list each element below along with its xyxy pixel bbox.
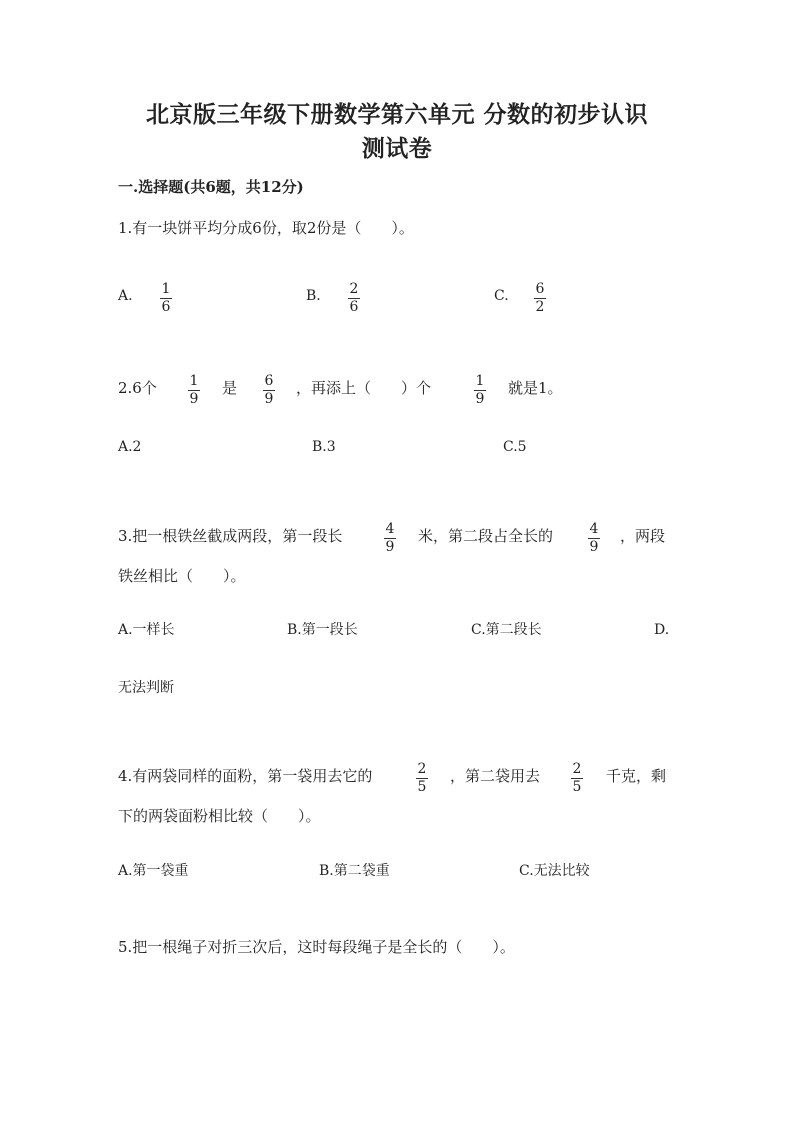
q3-option-c: C.第二段长 [471, 622, 542, 638]
q3-fraction-1 [378, 522, 402, 555]
denominator: 9 [264, 391, 274, 407]
denominator: 5 [572, 779, 582, 795]
numerator: 6 [535, 281, 545, 297]
q4-text-part3: 千克，剩 [606, 767, 667, 785]
denominator: 2 [535, 299, 545, 315]
denominator: 9 [589, 539, 599, 555]
q2-option-a: A.2 [118, 439, 142, 455]
denominator: 6 [349, 299, 359, 315]
q4-text-part2: ，第二袋用去 [450, 767, 541, 785]
q3-option-a: A.一样长 [118, 622, 175, 638]
q3-option-b: B.第一段长 [287, 622, 358, 638]
q2-fraction-1 [182, 374, 206, 407]
question-1-text: 1.有一块饼平均分成6份，取2份是（ ）。 [118, 219, 414, 237]
q3-fraction-2 [582, 522, 606, 555]
q1-option-b-label: B. [306, 288, 321, 304]
q3-text-part3: ，两段 [620, 527, 666, 545]
denominator: 5 [417, 779, 427, 795]
q4-text-line2: 下的两袋面粉相比较（ ）。 [118, 807, 321, 825]
page-title: 北京版三年级下册数学第六单元 分数的初步认识 [145, 101, 648, 128]
q3-text-part2: 米，第二段占全长的 [418, 527, 554, 545]
q1-option-b-fraction [342, 282, 366, 315]
q4-text-part1: 4.有两袋同样的面粉，第一袋用去它的 [118, 767, 373, 785]
q3-text-line2: 铁丝相比（ ）。 [118, 567, 246, 585]
numerator: 1 [475, 373, 485, 389]
denominator: 6 [161, 299, 171, 315]
section-heading: 一.选择题(共6题，共12分) [118, 178, 304, 196]
numerator: 2 [349, 281, 359, 297]
q2-text-part3: ，再添上（ ）个 [296, 379, 432, 397]
numerator: 4 [385, 521, 395, 537]
q2-text-part1: 2.6个 [118, 379, 157, 397]
denominator: 9 [475, 391, 485, 407]
q1-option-a-label: A. [118, 288, 133, 304]
denominator: 9 [385, 539, 395, 555]
numerator: 6 [264, 373, 274, 389]
q1-option-a-fraction [154, 282, 178, 315]
q4-option-c: C.无法比较 [519, 863, 590, 879]
q2-option-b: B.3 [312, 439, 336, 455]
q3-text-part1: 3.把一根铁丝截成两段，第一段长 [118, 527, 343, 545]
numerator: 4 [589, 521, 599, 537]
numerator: 1 [189, 373, 199, 389]
q3-option-d-text: 无法判断 [118, 680, 174, 696]
q2-option-c: C.5 [503, 439, 527, 455]
denominator: 9 [189, 391, 199, 407]
q2-text-part2: 是 [222, 379, 238, 397]
q4-fraction-2 [565, 762, 589, 795]
q4-fraction-1 [410, 762, 434, 795]
question-5-text: 5.把一根绳子对折三次后，这时每段绳子是全长的（ ）。 [118, 938, 515, 956]
q4-option-a: A.第一袋重 [118, 863, 189, 879]
page-subtitle: 测试卷 [361, 135, 433, 162]
q3-option-d: D. [654, 622, 670, 638]
q2-text-part4: 就是1。 [508, 379, 563, 397]
numerator: 2 [572, 761, 582, 777]
numerator: 1 [161, 281, 171, 297]
q1-option-c-fraction [528, 282, 552, 315]
q1-option-c-label: C. [494, 288, 509, 304]
q2-fraction-2 [257, 374, 281, 407]
q4-option-b: B.第二袋重 [319, 863, 390, 879]
numerator: 2 [417, 761, 427, 777]
q2-fraction-3 [468, 374, 492, 407]
